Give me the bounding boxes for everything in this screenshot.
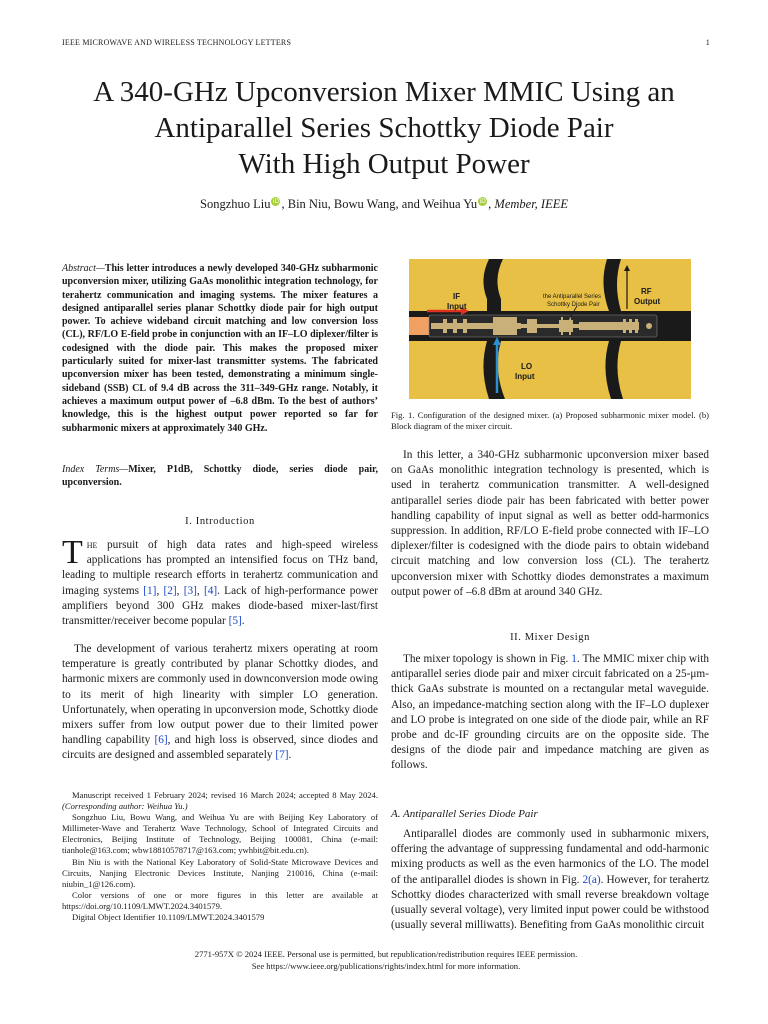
filter-section-3 [463,319,467,333]
title-line-2: Antiparallel Series Schottky Diode Pair [154,112,614,144]
subsection-heading-diode-pair: A. Antiparallel Series Diode Pair [391,808,538,820]
index-terms [62,463,378,490]
citation-link[interactable]: [5] [228,615,242,628]
footnote-affiliation-2: Bin Niu is with the National Key Laboratory of Solid-State Microwave Devices and Circuits, Nanjing Electronic Devices Institute, Nanjing 210016, China (e-mail: niubin_1@126.com). [62,856,378,889]
ground-via [646,323,652,329]
intro-p2-text-a: The development of various terahertz mixers operating at room temperature is greatly contributed by planar Schottky diodes, and harmonic mixers are commonly used in downconversion mode owing to its merit of high linearity with simpler LO generation. Unfortunately, when operating in upconversion mode, Schottky diode mixers suffer from low output power due to their limited power handling capability [62,643,378,747]
diode-pair-text-a: Antiparallel diodes are commonly used in subharmonic mixers, offering the advantage of suppressing fundamental and odd-harmonic mixing products as well as the even harmonics of the LO. The model of the antiparallel diodes is shown in Fig. [391,828,709,886]
if-probe-pad [409,317,429,335]
rf-filter-1 [623,319,626,333]
label-rf: RF [641,287,652,296]
citation-link[interactable]: [2] [163,584,177,597]
figure-link[interactable]: 2(a) [582,873,601,886]
intro-paragraph-2: The development of various terahertz mixers operating at room temperature is greatly contributed by planar Schottky diodes, and harmonic mixers are commonly used in downconversion mode owing to its merit of high linearity with simpler LO generation. Unfortunately, when operating in upconversion mode, Schottky diode mixers suffer from low output power due to their limited power handling capability [6], and high loss is observed, since diodes and circuits are designed and assembled separately [7]. [62,643,378,762]
citation-link[interactable]: [7] [275,749,289,762]
footnotes [62,790,378,923]
label-rf-output: Output [634,297,661,306]
label-lo-input: Input [515,372,535,381]
orcid-icon[interactable]: iD [479,198,486,205]
abstract [62,262,378,435]
author-names: , Bin Niu, Bowu Wang, and Weihua Yu [281,197,478,212]
footnote-corresponding: (Corresponding author: Weihua Yu.) [62,801,188,812]
title-line-3: With High Output Power [238,148,530,180]
rf-filter-3 [635,319,638,333]
diode-finger-1 [561,317,563,335]
matching-stub-1 [527,319,537,333]
intro-p1-text-b: . Lack of high-performance power amplifiers beyond 300 GHz makes diode-based mixer-last/first transmitter/receiver become popular [62,584,378,628]
intro-p2-text-b: , and high loss is observed, since diodes and circuits are designed and assembled separately [62,734,378,762]
section-heading-introduction: I. Introduction [185,516,255,527]
rf-filter-2 [629,319,632,333]
abstract-lead: Abstract— [62,263,105,274]
author-list [40,197,728,212]
figure-1-mixer-model [409,259,691,399]
drop-cap: T [62,534,83,571]
footnote-doi: Digital Object Identifier 10.1109/LMWT.2024.3401579 [72,912,265,923]
citation-link[interactable]: [3] [183,584,197,597]
footnote-dates: Manuscript received 1 February 2024; revised 16 March 2024; accepted 8 May 2024. [72,790,378,800]
copyright-line-1: 2771-957X © 2024 IEEE. Personal use is permitted, but republication/redistribution requires IEEE permission. [194,949,578,959]
running-head [62,38,710,47]
citation-link[interactable]: [4] [203,584,218,597]
abstract-text: This letter introduces a newly developed 340-GHz subharmonic upconversion mixer, utilizing GaAs monolithic integration technology, for terahertz communication and imaging systems. The mixer features a designed antiparallel series planar Schottky diode pair for high output power. To achieve wideband circuit matching and low conversion loss (CL), RF/LO E-field probe in conjunction with an IF–LO diplexer/filter is codesigned with the diode pair. This makes the proposed mixer particularly suited for mixer-last transmitter systems. The fabricated upconversion mixer has been tested, demonstrating a minimum single-sideband (SSB) CL of 9.4 dB across the 311–349-GHz range. Notably, it achieves a maximum output power of –6.8 dBm. To the best of authors’ knowledge, this is the highest output power reported so far for subharmonic mixers at approximately 340 GHz. [62,263,378,434]
intro-paragraph-3: In this letter, a 340-GHz subharmonic upconversion mixer based on GaAs monolithic integration technology is presented, which is used in terahertz communication transmitter. A well-designed antiparallel series diode pair has been fabricated with better power handling capability of input signal as well as better odd-harmonics suppression. In addition, RF/LO E-field probe connected with IF–LO diplexer/filter is codesigned with the diode pairs to obtain wideband circuit matching and low conversion loss (CL). The terahertz upconversion mixer with Schottky diodes demonstrates a maximum output power of –6.8 dBm at around 340 GHz. [391,449,709,598]
copyright-notice [62,949,710,972]
label-if: IF [453,292,461,301]
intro-paragraph-1: The pursuit of high data rates and high-speed wireless applications has prompted an intensified focus on THz band, leading to multiple research efforts in terahertz communication and imaging systems [1], [2], [3], [4]. Lack of high-performance power amplifiers beyond 300 GHz makes diode-based mixer-last/first transmitter/receiver become popular [5]. [62,534,378,628]
index-terms-text: Mixer, P1dB, Schottky diode, series diode pair, upconversion. [62,464,378,489]
mixer-design-paragraph [391,652,709,774]
intro-p1-text-a: pursuit of high data rates and high-speed wireless applications has prompted an intensified focus on THz band, leading to multiple research efforts in terahertz communication and imaging systems [62,539,378,597]
figure-link[interactable]: 1 [571,653,577,665]
section-heading-mixer-design: II. Mixer Design [510,632,590,643]
journal-name: IEEE MICROWAVE AND WIRELESS TECHNOLOGY LETTERS [62,38,292,47]
small-caps-lead: he [86,539,98,551]
mixer-design-text-b: . The MMIC mixer chip with antiparallel series diode pair and mixer circuit fabricated on a 25-μm-thick GaAs substrate is mounted on a rectangular metal waveguide. Also, an impedance-matching section along with the IF–LO duplexer and LO probe is integrated on one side of the diode pair, while an RF probe and dc-IF grounding circuits are on the opposite side. The designs of the diode pair and impedance matching are given as follows. [391,653,709,772]
diode-pair-text-b: . However, for terahertz Schottky diodes characterized with small reverse breakdown voltage (usually several voltage), very limited input power could be withstood (usually several milliwatts). Benefiting from GaAs monolithic circuit [391,873,709,932]
mixer-design-text-a: The mixer topology is shown in Fig. [403,653,572,665]
label-lo: LO [521,362,533,371]
lo-probe-trace [493,317,517,335]
page-number: 1 [705,38,710,47]
filter-section-1 [443,319,447,333]
diode-pair-paragraph [391,827,709,933]
author-name: Songzhuo Liu [200,197,271,212]
paper-title [40,74,728,182]
author-separator: , [488,197,495,212]
label-diode-line2: Schottky Diode Pair [547,302,600,308]
copyright-line-2: See https://www.ieee.org/publications/rights/index.html for more information. [251,960,521,971]
footnote-affiliation-1: Songzhuo Liu, Bowu Wang, and Weihua Yu are with Beijing Key Laboratory of Millimeter-Wave and Terahertz Wave Technology, School of Integrated Circuits and Electronics, Beijing Institute of Technology, Beijing 100081, China (e-mail: tianhole@163.com; wbw18810578717@163.com; ywhbit@bit.edu.cn). [62,812,378,856]
index-terms-lead: Index Terms— [62,464,129,475]
diode-finger-2 [569,317,571,335]
label-if-input: Input [447,302,467,311]
footnote-color-versions: Color versions of one or more figures in this letter are available at https://doi.org/10.1109/LMWT.2024.3401579. [62,889,378,911]
orcid-icon[interactable]: iD [272,198,280,205]
title-line-1: A 340-GHz Upconversion Mixer MMIC Using an [93,76,675,108]
label-diode-line1: the Antiparallel Series [543,294,602,300]
footnote-manuscript [62,790,378,812]
filter-section-2 [453,319,457,333]
figure-1-caption: Fig. 1. Configuration of the designed mixer. (a) Proposed subharmonic mixer model. (b) Block diagram of the mixer circuit. [391,410,709,432]
citation-link[interactable]: [1] [143,584,157,597]
citation-link[interactable]: [6] [154,734,168,747]
author-membership: Member, IEEE [494,197,568,212]
